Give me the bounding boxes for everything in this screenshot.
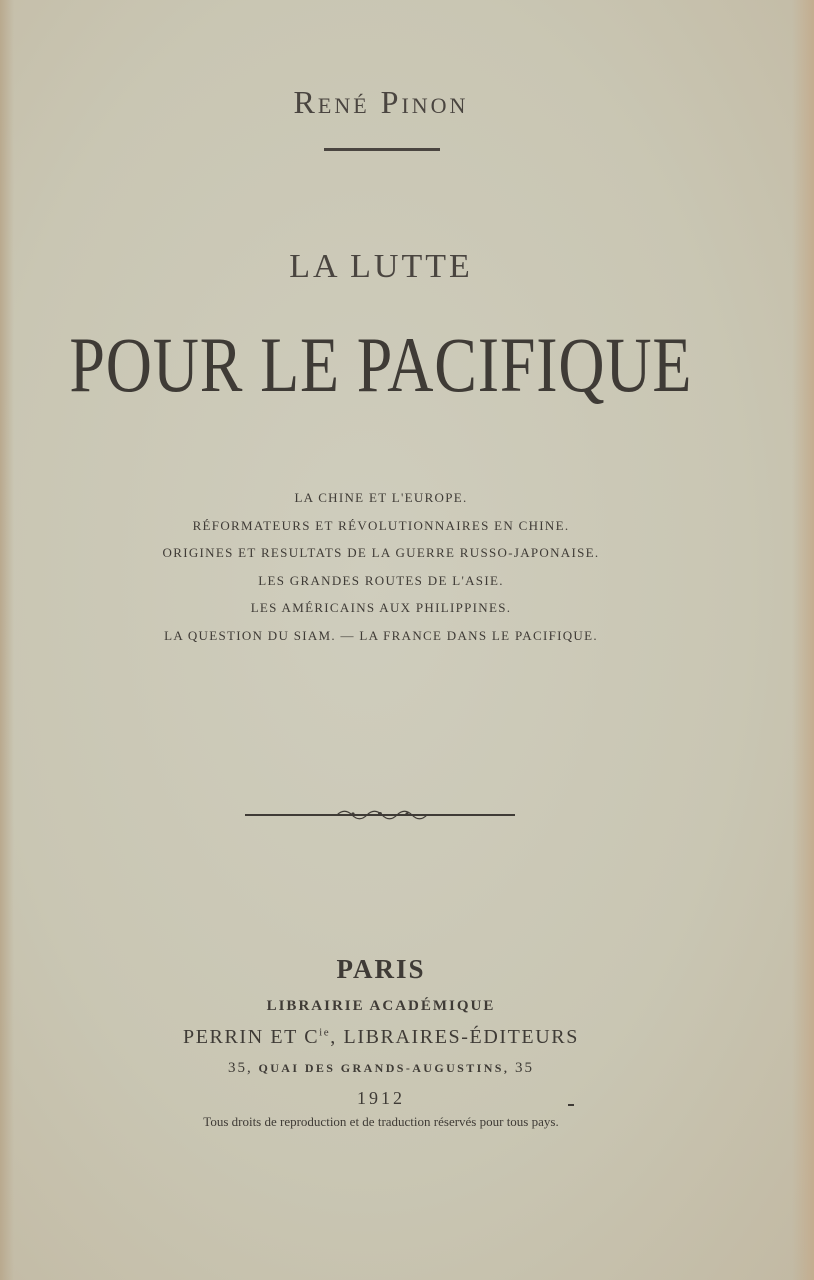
publisher-line-sup: ie <box>319 1026 331 1039</box>
imprint-city: PARIS <box>336 954 426 984</box>
publisher-line-a: PERRIN ET C <box>183 1026 320 1048</box>
contents-item: ORIGINES ET RESULTATS DE LA GUERRE RUSSO-JAPONAISE. <box>162 545 600 561</box>
rights-notice: Tous droits de reproduction et de traduction réservés pour tous pays. <box>203 1114 559 1129</box>
publisher-name: LIBRAIRIE ACADÉMIQUE <box>266 998 496 1014</box>
address-number-2: 35 <box>515 1060 535 1076</box>
publisher-line <box>0 1026 762 1049</box>
author-rule <box>324 148 440 151</box>
contents-item: LA CHINE ET L'EUROPE. <box>294 490 468 505</box>
contents-item: LES AMÉRICAINS AUX PHILIPPINES. <box>250 600 512 616</box>
contents-item: LA QUESTION DU SIAM. — LA FRANCE DANS LE PACIFIQUE. <box>164 627 598 643</box>
contents-item: RÉFORMATEURS ET RÉVOLUTIONNAIRES EN CHINE. <box>192 517 570 533</box>
address-street: QUAI DES GRANDS-AUGUSTINS, <box>258 1061 510 1075</box>
address-number-1: 35, <box>227 1060 253 1076</box>
publication-year: 1912 <box>357 1088 405 1108</box>
title-line-1: LA LUTTE <box>289 248 473 285</box>
publisher-line-b: , LIBRAIRES-ÉDITEURS <box>330 1026 579 1048</box>
title-line-2: POUR LE PACIFIQUE <box>69 321 693 408</box>
author-name: René Pinon <box>293 84 469 120</box>
print-speck <box>568 1104 574 1106</box>
page-edge-right <box>792 0 814 1280</box>
contents-list <box>0 484 762 650</box>
contents-item: LES GRANDES ROUTES DE L'ASIE. <box>258 572 504 588</box>
publisher-address <box>0 1060 762 1077</box>
ornament-divider <box>245 807 515 821</box>
